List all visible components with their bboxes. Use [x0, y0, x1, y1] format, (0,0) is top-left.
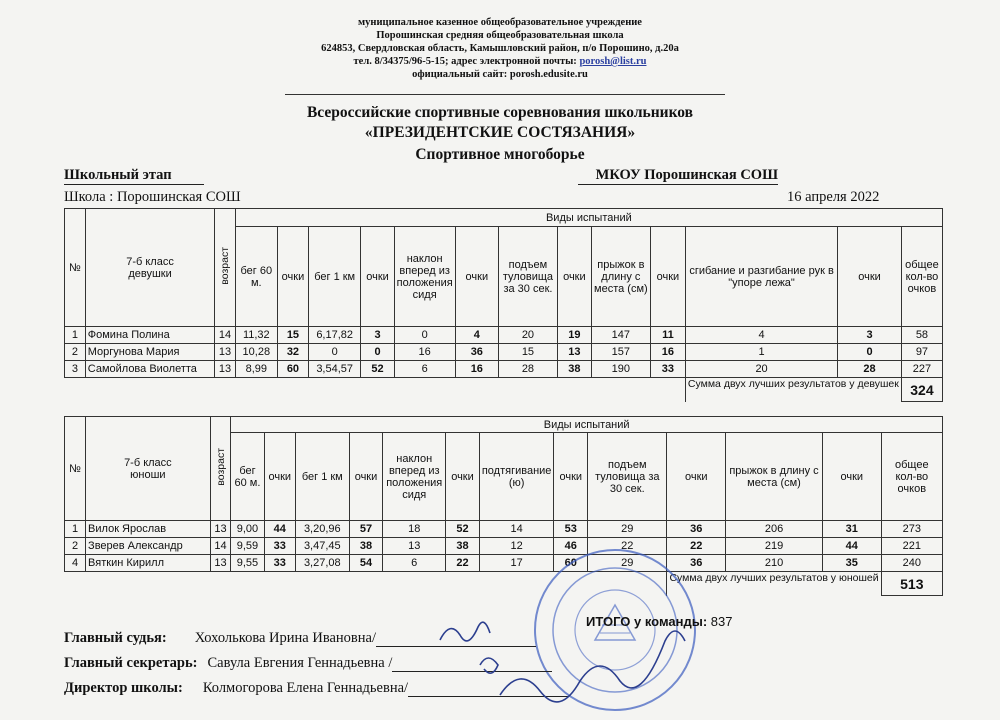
boys-header-cell: бег 1 км: [295, 433, 349, 521]
chief-secretary-name: Савула Евгения Геннадьевна /: [207, 655, 393, 671]
girls-cell: 38: [557, 361, 591, 378]
boys-cell: 36: [667, 521, 726, 538]
girls-cell: 11: [650, 327, 685, 344]
girls-col-num: №: [65, 209, 86, 327]
boys-class-header: 7-б класс юноши: [86, 417, 211, 521]
girls-results-table: [64, 208, 943, 402]
boys-cell: 36: [667, 555, 726, 572]
girls-col-age: возраст: [215, 209, 235, 327]
chief-secretary-role: Главный секретарь:: [64, 655, 198, 671]
girls-cell: 157: [591, 344, 650, 361]
girls-header-cell: бег 60 м.: [235, 227, 277, 327]
girls-cell: 16: [650, 344, 685, 361]
boys-cell: 14: [210, 538, 231, 555]
girls-cell: 1: [65, 327, 86, 344]
boys-group-header: Виды испытаний: [231, 417, 943, 433]
girls-cell: 0: [361, 344, 394, 361]
boys-cell: 14: [479, 521, 554, 538]
girls-cell: 20: [685, 361, 837, 378]
boys-cell: 9,59: [231, 538, 264, 555]
boys-cell: 60: [554, 555, 588, 572]
boys-cell: 44: [822, 538, 881, 555]
girls-cell: 227: [901, 361, 942, 378]
girls-cell: 190: [591, 361, 650, 378]
director-role: Директор школы:: [64, 680, 183, 696]
boys-student-name: Зверев Александр: [86, 538, 211, 555]
school-address: 624853, Свердловская область, Камышловский район, п/о Порошино, д.20а: [321, 43, 679, 54]
team-total-value: 837: [710, 614, 733, 629]
boys-cell: 54: [349, 555, 383, 572]
boys-cell: 221: [881, 538, 942, 555]
boys-cell: 13: [210, 555, 231, 572]
boys-table-row: [65, 538, 943, 555]
director-name: Колмогорова Елена Геннадьевна/: [202, 680, 409, 696]
girls-sum-label: Сумма двух лучших результатов у девушек: [685, 378, 901, 402]
girls-table-row: [65, 344, 943, 361]
boys-cell: 12: [479, 538, 554, 555]
girls-header-cell: очки: [557, 227, 591, 327]
girls-cell: 0: [394, 327, 455, 344]
girls-cell: 16: [455, 361, 498, 378]
girls-cell: 3: [65, 361, 86, 378]
boys-header-cell: подъем туловища за 30 сек.: [588, 433, 667, 521]
boys-cell: 18: [383, 521, 446, 538]
girls-cell: 33: [650, 361, 685, 378]
girls-cell: 15: [277, 327, 308, 344]
school-full-name: Порошинская средняя общеобразовательная школа: [376, 30, 624, 41]
girls-cell: 97: [901, 344, 942, 361]
boys-cell: 29: [588, 555, 667, 572]
boys-cell: 35: [822, 555, 881, 572]
girls-table-row: [65, 361, 943, 378]
girls-header-cell: наклон вперед из положения сидя: [394, 227, 455, 327]
girls-sum-row: [65, 378, 943, 402]
boys-cell: 29: [588, 521, 667, 538]
header-divider: [285, 94, 725, 95]
date-label: 16 апреля 2022: [787, 189, 880, 205]
girls-cell: 16: [394, 344, 455, 361]
boys-student-name: Вилок Ярослав: [86, 521, 211, 538]
boys-cell: 44: [264, 521, 295, 538]
school-contacts: [0, 55, 1000, 68]
boys-cell: 46: [554, 538, 588, 555]
boys-cell: 22: [446, 555, 480, 572]
girls-header-cell: общее кол-во очков: [901, 227, 942, 327]
girls-cell: 2: [65, 344, 86, 361]
boys-cell: 9,00: [231, 521, 264, 538]
boys-cell: 38: [446, 538, 480, 555]
boys-cell: 206: [726, 521, 823, 538]
girls-cell: 20: [498, 327, 557, 344]
girls-cell: 13: [215, 344, 235, 361]
girls-cell: 8,99: [235, 361, 277, 378]
boys-cell: 219: [726, 538, 823, 555]
competition-title: Всероссийские спортивные соревнования школьников: [306, 104, 694, 121]
girls-header-cell: прыжок в длину с места (см): [591, 227, 650, 327]
handwritten-signatures-icon: [420, 610, 720, 715]
boys-cell: 53: [554, 521, 588, 538]
girls-cell: 6: [394, 361, 455, 378]
boys-header-cell: прыжок в длину с места (см): [726, 433, 823, 521]
boys-header-cell: очки: [446, 433, 480, 521]
girls-cell: 0: [838, 344, 902, 361]
boys-col-num: №: [65, 417, 86, 521]
boys-table-row: [65, 555, 943, 572]
boys-cell: 17: [479, 555, 554, 572]
contacts-prefix: тел. 8/34375/96-5-15; адрес электронной почты:: [353, 56, 580, 67]
girls-cell: 15: [498, 344, 557, 361]
girls-cell: 60: [277, 361, 308, 378]
girls-cell: 28: [838, 361, 902, 378]
girls-cell: 147: [591, 327, 650, 344]
boys-header-cell: очки: [554, 433, 588, 521]
girls-cell: 32: [277, 344, 308, 361]
girls-sum-value: 324: [901, 378, 942, 402]
boys-cell: 6: [383, 555, 446, 572]
boys-cell: 9,55: [231, 555, 264, 572]
boys-header-cell: бег 60 м.: [231, 433, 264, 521]
girls-header-cell: подъем туловища за 30 сек.: [498, 227, 557, 327]
girls-cell: 13: [557, 344, 591, 361]
boys-cell: 22: [588, 538, 667, 555]
event-name: Спортивное многоборье: [415, 146, 585, 163]
boys-header-cell: очки: [349, 433, 383, 521]
boys-cell: 4: [65, 555, 86, 572]
boys-sum-row: [65, 572, 943, 596]
org-label: МКОУ Порошинская СОШ: [578, 167, 778, 185]
girls-cell: 4: [685, 327, 837, 344]
girls-cell: 28: [498, 361, 557, 378]
team-total-label: ИТОГО у команды:: [586, 614, 708, 629]
boys-cell: 240: [881, 555, 942, 572]
girls-cell: 0: [309, 344, 361, 361]
boys-header-cell: наклон вперед из положения сидя: [383, 433, 446, 521]
boys-student-name: Вяткин Кирилл: [86, 555, 211, 572]
girls-header-cell: очки: [277, 227, 308, 327]
boys-cell: 52: [446, 521, 480, 538]
girls-cell: 52: [361, 361, 394, 378]
girls-student-name: Моргунова Мария: [85, 344, 215, 361]
boys-cell: 1: [65, 521, 86, 538]
boys-sum-value: 513: [881, 572, 942, 596]
boys-cell: 13: [383, 538, 446, 555]
girls-cell: 1: [685, 344, 837, 361]
girls-cell: 19: [557, 327, 591, 344]
girls-cell: 3,54,57: [309, 361, 361, 378]
chief-judge-name: Хохолькова Ирина Ивановна/: [194, 630, 376, 646]
boys-cell: 3,47,45: [295, 538, 349, 555]
girls-cell: 3: [361, 327, 394, 344]
girls-header-cell: очки: [455, 227, 498, 327]
boys-cell: 273: [881, 521, 942, 538]
girls-header-cell: очки: [838, 227, 902, 327]
girls-cell: 11,32: [235, 327, 277, 344]
boys-cell: 31: [822, 521, 881, 538]
boys-cell: 3,27,08: [295, 555, 349, 572]
email-link[interactable]: porosh@list.ru: [579, 56, 647, 67]
girls-table-row: [65, 327, 943, 344]
stage-label: Школьный этап: [64, 167, 204, 185]
boys-cell: 2: [65, 538, 86, 555]
girls-group-header: Виды испытаний: [235, 209, 942, 227]
boys-header-cell: очки: [822, 433, 881, 521]
boys-header-cell: общее кол-во очков: [881, 433, 942, 521]
girls-student-name: Фомина Полина: [85, 327, 215, 344]
competition-name: «ПРЕЗИДЕНТСКИЕ СОСТЯЗАНИЯ»: [364, 124, 636, 141]
boys-results-table: [64, 416, 943, 596]
school-name-line: муниципальное казенное общеобразовательное учреждение: [358, 17, 642, 28]
boys-sum-label: Сумма двух лучших результатов у юношей: [667, 572, 881, 596]
girls-student-name: Самойлова Виолетта: [85, 361, 215, 378]
school-label: Школа : Порошинская СОШ: [64, 189, 241, 205]
girls-cell: 6,17,82: [309, 327, 361, 344]
girls-cell: 10,28: [235, 344, 277, 361]
boys-col-age: возраст: [210, 417, 231, 521]
girls-cell: 14: [215, 327, 235, 344]
boys-cell: 33: [264, 538, 295, 555]
boys-cell: 22: [667, 538, 726, 555]
girls-cell: 3: [838, 327, 902, 344]
boys-header-cell: подтягивание (ю): [479, 433, 554, 521]
girls-cell: 4: [455, 327, 498, 344]
boys-cell: 3,20,96: [295, 521, 349, 538]
boys-cell: 57: [349, 521, 383, 538]
girls-header-cell: очки: [361, 227, 394, 327]
boys-cell: 13: [210, 521, 231, 538]
girls-class-header: 7-б класс девушки: [85, 209, 215, 327]
boys-header-cell: очки: [264, 433, 295, 521]
girls-header-cell: бег 1 км: [309, 227, 361, 327]
boys-header-cell: очки: [667, 433, 726, 521]
girls-cell: 13: [215, 361, 235, 378]
girls-header-cell: очки: [650, 227, 685, 327]
boys-cell: 38: [349, 538, 383, 555]
school-website: официальный сайт: porosh.edusite.ru: [412, 69, 588, 80]
boys-table-row: [65, 521, 943, 538]
boys-cell: 33: [264, 555, 295, 572]
chief-judge-role: Главный судья:: [64, 630, 167, 646]
girls-cell: 58: [901, 327, 942, 344]
girls-cell: 36: [455, 344, 498, 361]
boys-cell: 210: [726, 555, 823, 572]
girls-header-cell: сгибание и разгибание рук в "упоре лежа": [685, 227, 837, 327]
